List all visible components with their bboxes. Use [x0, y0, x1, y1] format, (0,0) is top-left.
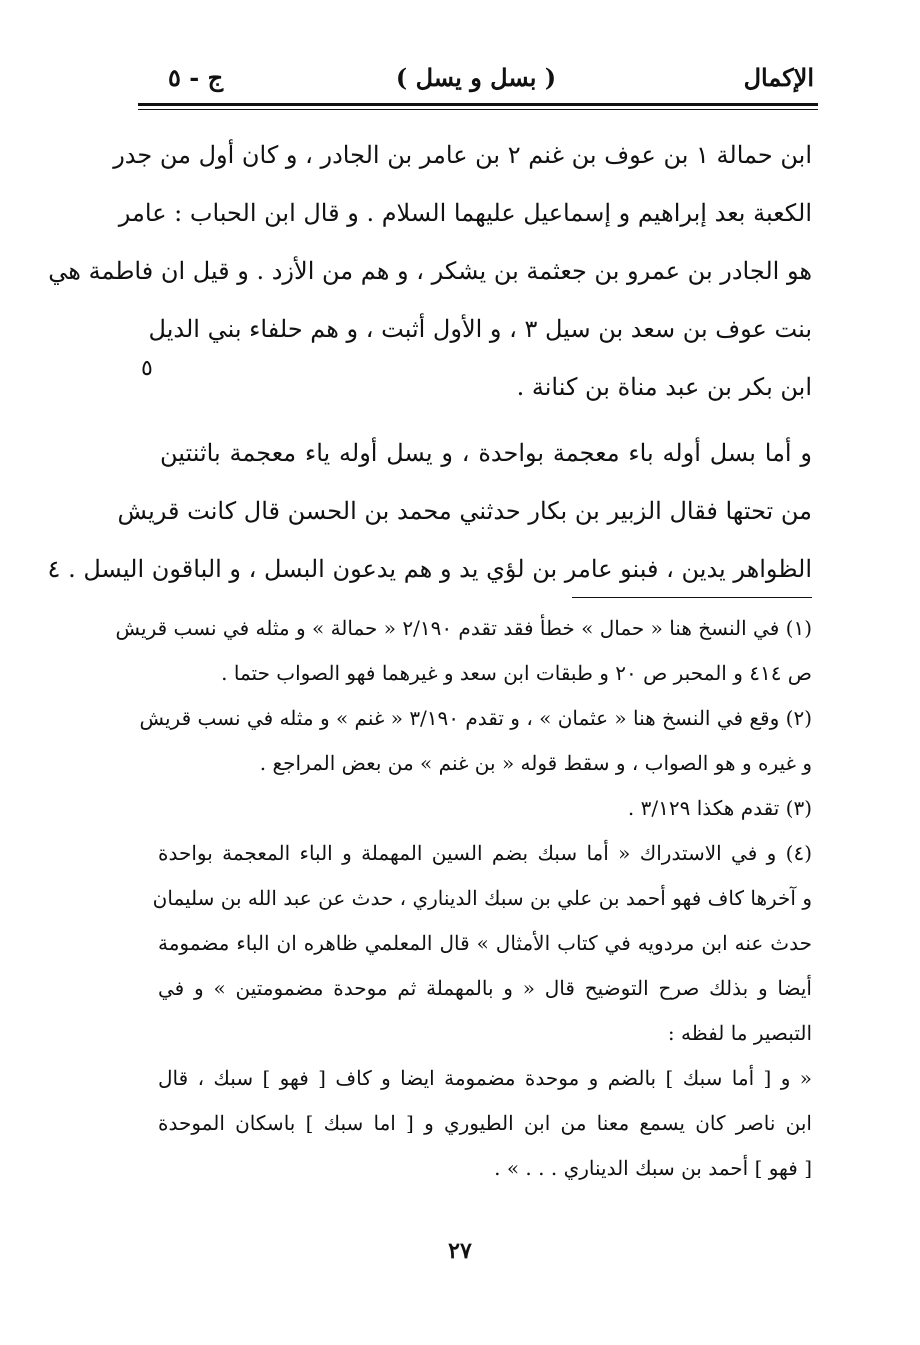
footnote-line: و آخرها كاف فهو أحمد بن علي بن سبك الديناري ، حدث عن عبد الله بن سليمان: [152, 886, 812, 910]
footnote-line: و غيره و هو الصواب ، و سقط قوله « بن غنم » من بعض المراجع .: [259, 751, 812, 775]
book-title: الإكمال: [743, 63, 814, 92]
text-line: الظواهر يدين ، فبنو عامر بن لؤي يد و هم يدعون البسل ، و الباقون اليسل . ٤: [47, 555, 812, 583]
page-number: ٢٧: [448, 1238, 472, 1264]
text-line: ابن بكر بن عبد مناة بن كنانة .: [516, 373, 812, 401]
text-line: و أما بسل أوله باء معجمة بواحدة ، و يسل أوله ياء معجمة باثنتين: [160, 439, 813, 467]
footnote-line: أيضا و بذلك صرح التوضيح قال « و بالمهملة ثم موحدة مضمومتين » و في: [158, 976, 812, 1000]
header-rule-thick: [138, 103, 818, 106]
text-line: الكعبة بعد إبراهيم و إسماعيل عليهما السلام . و قال ابن الحباب : عامر: [118, 199, 812, 227]
footnote-line: حدث عنه ابن مردويه في كتاب الأمثال » قال المعلمي ظاهره ان الباء مضمومة: [158, 931, 812, 955]
footnote-rule: [572, 597, 812, 598]
footnote-line: (٤) و في الاستدراك « أما سبك بضم السين المهملة و الباء المعجمة بواحدة: [158, 841, 812, 865]
text-line: بنت عوف بن سعد بن سيل ٣ ، و الأول أثبت ، و هم حلفاء بني الديل: [148, 315, 812, 343]
main-text: [47, 126, 813, 598]
header-rule-thin: [138, 109, 818, 110]
text-line: ابن حمالة ١ بن عوف بن غنم ٢ بن عامر بن الجادر ، و كان أول من جدر: [113, 141, 812, 169]
footnote-line: [ فهو ] أحمد بن سبك الديناري . . . » .: [494, 1156, 812, 1180]
footnote-line: ص ٤١٤ و المحبر ص ٢٠ و طبقات ابن سعد و غيرهما فهو الصواب حتما .: [221, 661, 812, 685]
footnote-line: ابن ناصر كان يسمع معنا من ابن الطيوري و [ اما سبك ] باسكان الموحدة: [158, 1111, 812, 1135]
footnote-line: « و [ أما سبك ] بالضم و موحدة مضمومة ايضا و كاف [ فهو ] سبك ، قال: [158, 1066, 812, 1090]
text-line: هو الجادر بن عمرو بن جعثمة بن يشكر ، و هم من الأزد . و قيل ان فاطمة هي: [48, 257, 812, 285]
footnote-line: التبصير ما لفظه :: [667, 1021, 812, 1045]
running-header: [138, 58, 814, 98]
footnote-line: (٣) تقدم هكذا ٣/١٢٩ .: [627, 796, 812, 820]
footnote-line: (٢) وقع في النسخ هنا « عثمان » ، و تقدم ٣/١٩٠ « غنم » و مثله في نسب قريش: [139, 706, 812, 730]
footnotes: [115, 606, 812, 1191]
line-marker: ٥: [141, 356, 153, 381]
text-line: من تحتها فقال الزبير بن بكار حدثني محمد بن الحسن قال كانت قريش: [117, 497, 812, 525]
section-title: ( بسل و يسل ): [395, 63, 557, 92]
volume-label: ج - ٥: [168, 63, 224, 92]
footnote-line: (١) في النسخ هنا « حمال » خطأ فقد تقدم ٢/١٩٠ « حمالة » و مثله في نسب قريش: [115, 616, 812, 640]
